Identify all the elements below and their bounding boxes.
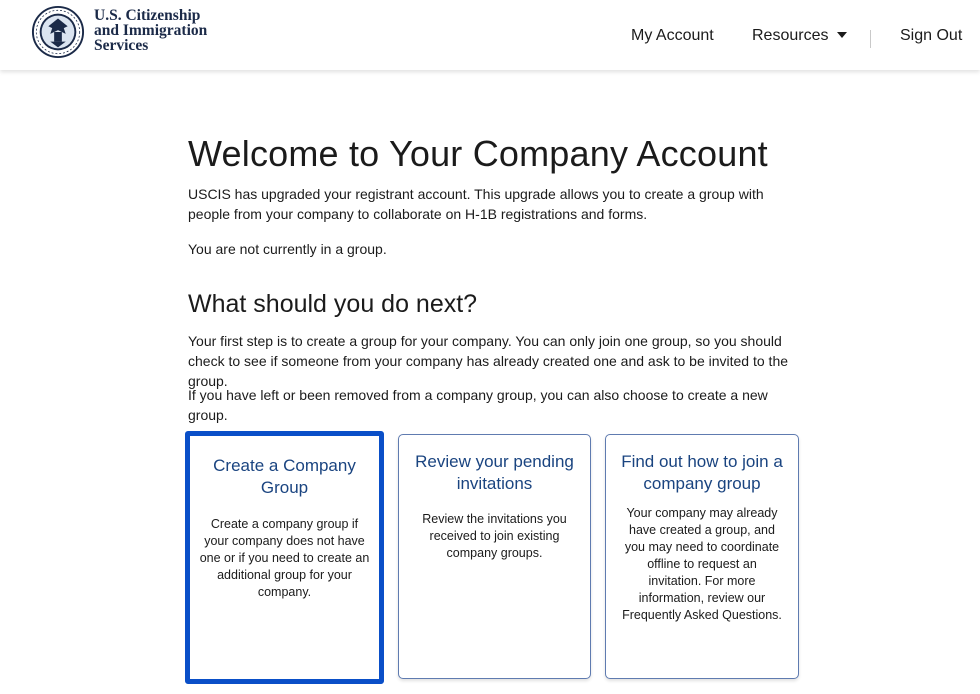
agency-name-line-2: and Immigration [94, 22, 208, 39]
next-steps-heading: What should you do next? [188, 290, 478, 318]
card-description: Your company may already have created a group, and you may need to coordinate offline to request an invitation. For more information, review our Frequently Asked Questions. [622, 506, 782, 622]
nav-divider [870, 30, 871, 48]
review-invitations-card[interactable] [398, 434, 591, 679]
first-step-text: Your first step is to create a group for your company. You can only join one group, so you should check to see if someone from your company has already created one and ask to be invited to the group. [188, 333, 789, 389]
agency-name-line-1: U.S. Citizenship [94, 7, 201, 24]
card-title: Find out how to join a company group [621, 452, 783, 493]
card-description: Create a company group if your company does not have one or if you need to create an additional group for your company. [199, 517, 370, 599]
nav-my-account[interactable]: My Account [631, 27, 714, 44]
caret-down-icon [837, 32, 847, 38]
page-title: Welcome to Your Company Account [188, 133, 768, 174]
nav-resources-label: Resources [752, 27, 829, 44]
dhs-seal-icon[interactable] [30, 5, 86, 59]
group-status-text: You are not currently in a group. [188, 241, 387, 257]
main-content [188, 132, 808, 423]
nav-resources[interactable] [752, 27, 847, 45]
card-title: Review your pending invitations [415, 452, 574, 493]
join-company-group-card[interactable] [605, 434, 799, 679]
agency-name[interactable] [94, 8, 207, 53]
site-header [0, 0, 980, 70]
agency-name-line-3: Services [94, 37, 149, 54]
intro-text: USCIS has upgraded your registrant account. This upgrade allows you to create a group with people from your company to collaborate on H-1B registrations and forms. [188, 186, 764, 222]
card-description: Review the invitations you received to join existing company groups. [422, 512, 567, 560]
card-title: Create a Company Group [213, 456, 356, 497]
nav-sign-out[interactable]: Sign Out [900, 27, 963, 44]
left-group-text: If you have left or been removed from a company group, you can also choose to create a new group. [188, 387, 768, 423]
create-company-group-card[interactable] [185, 431, 384, 684]
